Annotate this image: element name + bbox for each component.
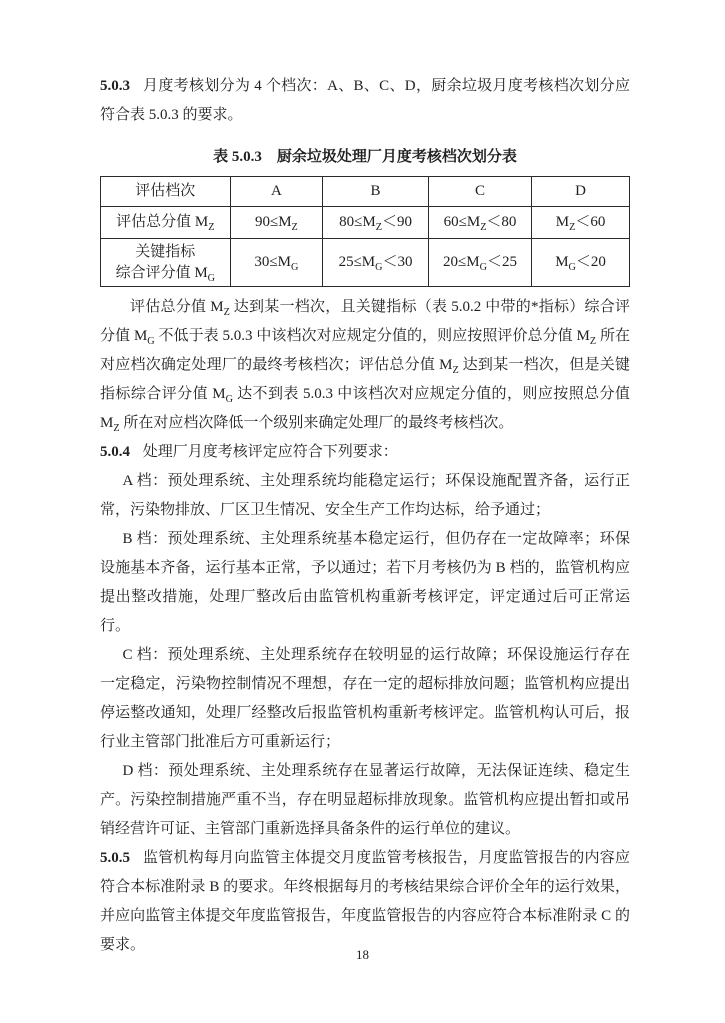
clause-504-number: 5.0.4 [100,444,130,460]
paragraph-mz-rule: 评估总分值 $M_Z$ 达到某一档次，且关键指标（表 5.0.2 中带的*指标）综合评分值 $M_G$ 不低于表 5.0.3 中该档次对应规定分值的，则应按照评价总分值 $M_Z$ 所在对应档次确定处理厂的最终考核档次；评估总分值 $M_Z$ 达到某一档次，但是关键指标综合评分值 $M_G$ 达不到表 5.0.3 中该档次对应规定分值的，则应按照总分值 $M_Z$ 所在对应档次降低一个级别来确定处理厂的最终考核档次。 [100,299,631,434]
monthly-grade-table [100,176,630,287]
table-cell: $80\le M_Z<90$ [323,207,429,239]
page-number: 18 [356,947,369,962]
clause-504-text: 处理厂月度考核评定应符合下列要求： [142,444,398,460]
clause-505 [100,844,630,960]
table-cell: $M_Z<60$ [532,207,630,239]
table-cell: $M_G<20$ [532,239,630,287]
table-row-key-indicator-score [101,239,630,287]
clause-503-text: 月度考核划分为 4 个档次：A、B、C、D，厨余垃圾月度考核档次划分应符合表 5.0.3 的要求。 [100,78,630,123]
table-cell: $30\le M_G$ [230,239,323,287]
table-header-grade-d: D [532,177,630,207]
table-cell-row-label: 关键指标 综合评分值 $M_G$ [101,239,231,287]
table-cell: $20\le M_G<25$ [428,239,531,287]
table-header-grade-b: B [323,177,429,207]
paragraph-grade-d: D 档：预处理系统、主处理系统存在显著运行故障，无法保证连续、稳定生产。污染控制措施严重不当，存在明显超标排放现象。监管机构应提出暂扣或吊销经营许可证、主管部门重新选择具备条件的运行单位的建议。 [100,763,630,837]
table-cell: $90\le M_Z$ [230,207,323,239]
clause-503-number: 5.0.3 [100,78,130,94]
clause-504 [100,438,630,467]
paragraph-grade-c: C 档：预处理系统、主处理系统存在较明显的运行故障；环保设施运行存在一定稳定，污染物控制情况不理想，存在一定的超标排放问题；监管机构应提出停运整改通知，处理厂经整改后报监管机构重新考核评定。监管机构认可后，报行业主管部门批准后方可重新运行； [100,647,630,750]
table-cell-row-label: 评估总分值 $M_Z$ [101,207,231,239]
table-header-grade-label: 评估档次 [101,177,231,207]
clause-505-number: 5.0.5 [100,850,130,866]
table-cell: $25\le M_G<30$ [323,239,429,287]
table-caption: 表 5.0.3 厨余垃圾处理厂月度考核档次划分表 [213,149,517,165]
clause-503 [100,72,630,130]
paragraph-grade-a: A 档：预处理系统、主处理系统均能稳定运行；环保设施配置齐备，运行正常，污染物排放、厂区卫生情况、安全生产工作均达标，给予通过； [100,473,630,518]
table-header-row [101,177,630,207]
table-header-grade-a: A [230,177,323,207]
table-cell: $60\le M_Z<80$ [428,207,531,239]
table-row-total-score [101,207,630,239]
table-header-grade-c: C [428,177,531,207]
paragraph-grade-b: B 档：预处理系统、主处理系统基本稳定运行，但仍存在一定故障率；环保设施基本齐备，运行基本正常，予以通过；若下月考核仍为 B 档的，监管机构应提出整改措施，处理厂整改后由监管机构重新考核评定，评定通过后可正常运行。 [100,531,630,634]
clause-505-text: 监管机构每月向监管主体提交月度监管考核报告，月度监管报告的内容应符合本标准附录 B 的要求。年终根据每月的考核结果综合评价全年的运行效果，并应向监管主体提交年度监管报告，年度监管报告的内容应符合本标准附录 C 的要求。 [100,850,630,953]
